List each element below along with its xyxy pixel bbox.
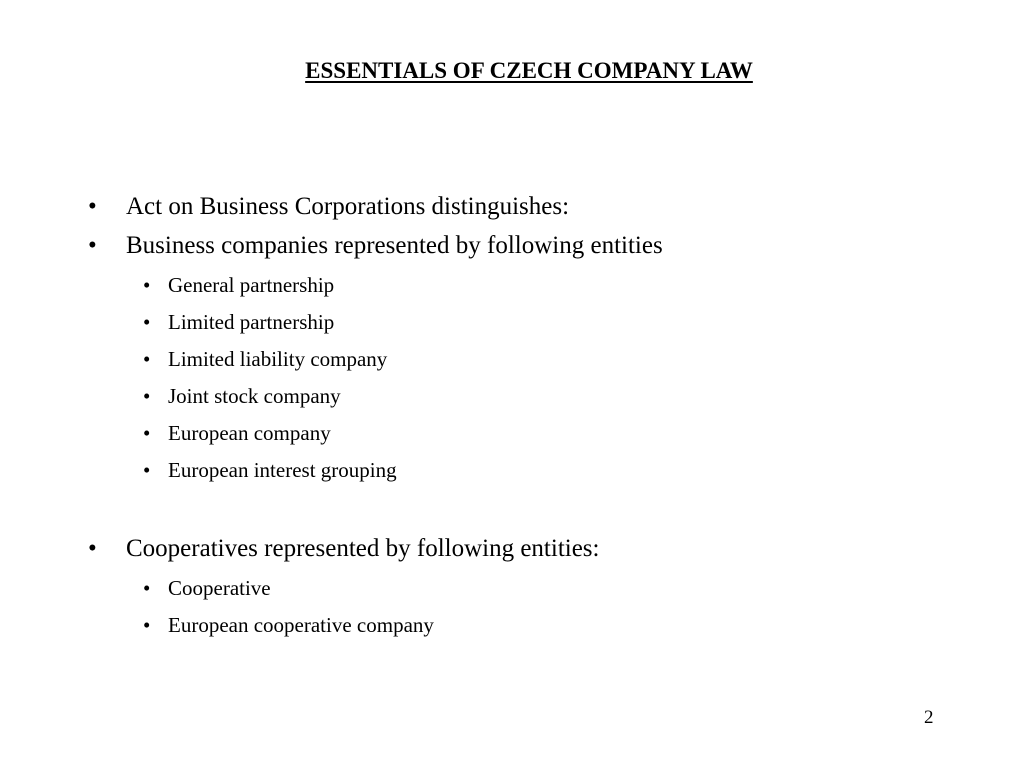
sub-bullet-text: Limited liability company [168,347,388,371]
bullet-text: Cooperatives represented by following entities: [126,535,600,562]
sub-bullet-text: Joint stock company [168,384,341,408]
sub-bullet-item [143,613,434,638]
bullet-icon: • [88,535,97,562]
sub-bullet-item [143,273,334,298]
sub-bullet-item [143,347,387,372]
bullet-text: Business companies represented by following entities [126,232,663,259]
bullet-text: Act on Business Corporations distinguishes: [126,193,570,220]
bullet-icon: • [143,347,151,371]
sub-bullet-item [143,576,271,601]
sub-bullet-text: European company [168,421,331,445]
bullet-icon: • [143,613,151,637]
sub-bullet-item [143,310,334,335]
bullet-icon: • [88,232,97,259]
bullet-icon: • [143,458,151,482]
slide-title: ESSENTIALS OF CZECH COMPANY LAW [305,58,753,83]
bullet-item [88,232,663,260]
sub-bullet-text: Limited partnership [168,310,335,334]
bullet-icon: • [143,273,151,297]
bullet-icon: • [88,193,97,220]
bullet-icon: • [143,576,151,600]
sub-bullet-text: European interest grouping [168,458,397,482]
bullet-icon: • [143,310,151,334]
bullet-icon: • [143,421,151,445]
sub-bullet-text: Cooperative [168,576,271,600]
sub-bullet-text: General partnership [168,273,335,297]
sub-bullet-text: European cooperative company [168,613,434,637]
sub-bullet-item [143,421,331,446]
sub-bullet-item [143,458,397,483]
bullet-icon: • [143,384,151,408]
bullet-item [88,193,569,221]
bullet-item [88,535,600,563]
sub-bullet-item [143,384,341,409]
page-number: 2 [924,707,934,728]
